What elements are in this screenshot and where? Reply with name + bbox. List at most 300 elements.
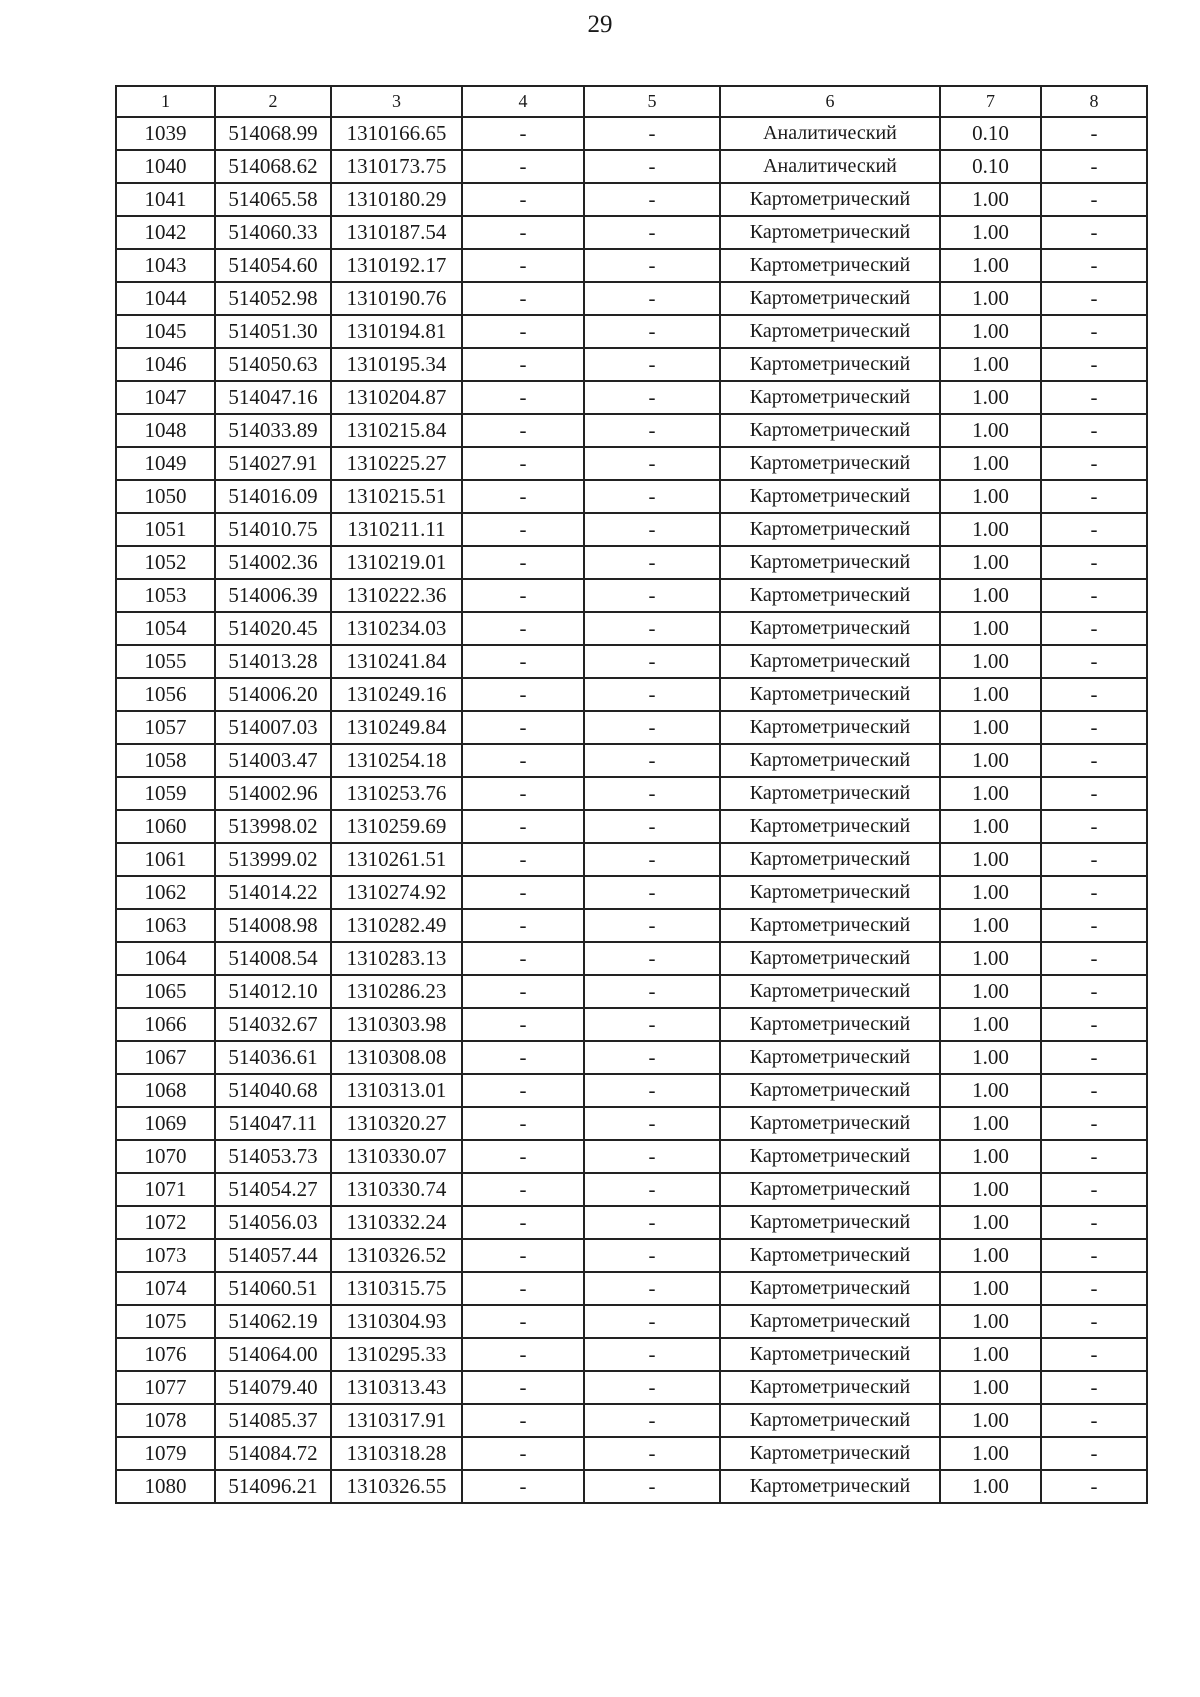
- cell-y-coordinate: 1310211.11: [331, 513, 462, 546]
- cell-col-4: -: [462, 942, 584, 975]
- table-header-row: [116, 86, 1147, 117]
- cell-point-number: 1048: [116, 414, 215, 447]
- table-row: [116, 1305, 1147, 1338]
- cell-col-8: -: [1041, 216, 1147, 249]
- cell-accuracy: 1.00: [940, 744, 1041, 777]
- cell-accuracy: 1.00: [940, 315, 1041, 348]
- cell-col-8: -: [1041, 183, 1147, 216]
- cell-point-number: 1074: [116, 1272, 215, 1305]
- cell-col-8: -: [1041, 1008, 1147, 1041]
- cell-y-coordinate: 1310286.23: [331, 975, 462, 1008]
- cell-accuracy: 1.00: [940, 249, 1041, 282]
- cell-method: Картометрический: [720, 612, 940, 645]
- cell-col-4: -: [462, 843, 584, 876]
- cell-method: Картометрический: [720, 579, 940, 612]
- table-row: [116, 843, 1147, 876]
- cell-y-coordinate: 1310204.87: [331, 381, 462, 414]
- cell-y-coordinate: 1310195.34: [331, 348, 462, 381]
- column-header-5: 5: [584, 86, 720, 117]
- table-row: [116, 579, 1147, 612]
- cell-accuracy: 1.00: [940, 1437, 1041, 1470]
- cell-y-coordinate: 1310249.16: [331, 678, 462, 711]
- cell-col-4: -: [462, 1074, 584, 1107]
- cell-point-number: 1062: [116, 876, 215, 909]
- cell-x-coordinate: 514054.60: [215, 249, 331, 282]
- cell-point-number: 1061: [116, 843, 215, 876]
- table-row: [116, 1173, 1147, 1206]
- cell-x-coordinate: 514032.67: [215, 1008, 331, 1041]
- cell-x-coordinate: 514085.37: [215, 1404, 331, 1437]
- cell-col-5: -: [584, 1173, 720, 1206]
- cell-x-coordinate: 514062.19: [215, 1305, 331, 1338]
- cell-x-coordinate: 514056.03: [215, 1206, 331, 1239]
- cell-accuracy: 1.00: [940, 810, 1041, 843]
- table-row: [116, 216, 1147, 249]
- cell-col-8: -: [1041, 414, 1147, 447]
- table-row: [116, 678, 1147, 711]
- cell-col-4: -: [462, 513, 584, 546]
- cell-col-4: -: [462, 1371, 584, 1404]
- cell-point-number: 1077: [116, 1371, 215, 1404]
- cell-method: Картометрический: [720, 1404, 940, 1437]
- cell-col-5: -: [584, 513, 720, 546]
- cell-accuracy: 1.00: [940, 579, 1041, 612]
- cell-col-5: -: [584, 975, 720, 1008]
- cell-col-5: -: [584, 1041, 720, 1074]
- cell-col-5: -: [584, 810, 720, 843]
- cell-col-4: -: [462, 678, 584, 711]
- cell-accuracy: 1.00: [940, 348, 1041, 381]
- cell-col-4: -: [462, 1140, 584, 1173]
- table-row: [116, 414, 1147, 447]
- table-row: [116, 348, 1147, 381]
- cell-method: Картометрический: [720, 876, 940, 909]
- cell-method: Картометрический: [720, 1305, 940, 1338]
- cell-accuracy: 1.00: [940, 645, 1041, 678]
- cell-method: Картометрический: [720, 480, 940, 513]
- cell-x-coordinate: 514006.20: [215, 678, 331, 711]
- table-row: [116, 381, 1147, 414]
- cell-y-coordinate: 1310173.75: [331, 150, 462, 183]
- table-row: [116, 513, 1147, 546]
- cell-accuracy: 1.00: [940, 975, 1041, 1008]
- cell-point-number: 1042: [116, 216, 215, 249]
- cell-point-number: 1059: [116, 777, 215, 810]
- cell-method: Картометрический: [720, 1371, 940, 1404]
- cell-col-4: -: [462, 150, 584, 183]
- cell-col-5: -: [584, 183, 720, 216]
- cell-col-4: -: [462, 348, 584, 381]
- cell-accuracy: 1.00: [940, 216, 1041, 249]
- cell-col-4: -: [462, 414, 584, 447]
- cell-col-4: -: [462, 579, 584, 612]
- cell-point-number: 1072: [116, 1206, 215, 1239]
- cell-col-4: -: [462, 480, 584, 513]
- cell-point-number: 1073: [116, 1239, 215, 1272]
- table-body: [116, 117, 1147, 1503]
- cell-col-5: -: [584, 876, 720, 909]
- cell-point-number: 1065: [116, 975, 215, 1008]
- cell-method: Картометрический: [720, 1107, 940, 1140]
- cell-col-4: -: [462, 1206, 584, 1239]
- cell-accuracy: 1.00: [940, 612, 1041, 645]
- cell-col-4: -: [462, 1338, 584, 1371]
- cell-accuracy: 1.00: [940, 480, 1041, 513]
- table-row: [116, 1470, 1147, 1503]
- cell-col-8: -: [1041, 1305, 1147, 1338]
- table-row: [116, 546, 1147, 579]
- cell-x-coordinate: 514068.62: [215, 150, 331, 183]
- cell-method: Картометрический: [720, 645, 940, 678]
- cell-x-coordinate: 514002.36: [215, 546, 331, 579]
- cell-point-number: 1040: [116, 150, 215, 183]
- cell-accuracy: 1.00: [940, 1173, 1041, 1206]
- cell-point-number: 1053: [116, 579, 215, 612]
- cell-y-coordinate: 1310215.51: [331, 480, 462, 513]
- cell-col-4: -: [462, 909, 584, 942]
- cell-method: Картометрический: [720, 975, 940, 1008]
- cell-x-coordinate: 514064.00: [215, 1338, 331, 1371]
- cell-point-number: 1045: [116, 315, 215, 348]
- cell-col-8: -: [1041, 1371, 1147, 1404]
- cell-method: Картометрический: [720, 1272, 940, 1305]
- cell-col-5: -: [584, 678, 720, 711]
- cell-col-4: -: [462, 1041, 584, 1074]
- cell-col-8: -: [1041, 1140, 1147, 1173]
- cell-point-number: 1052: [116, 546, 215, 579]
- cell-point-number: 1039: [116, 117, 215, 150]
- cell-x-coordinate: 514096.21: [215, 1470, 331, 1503]
- cell-col-8: -: [1041, 315, 1147, 348]
- cell-point-number: 1066: [116, 1008, 215, 1041]
- cell-col-5: -: [584, 1404, 720, 1437]
- cell-method: Картометрический: [720, 1239, 940, 1272]
- table-row: [116, 150, 1147, 183]
- cell-x-coordinate: 514068.99: [215, 117, 331, 150]
- cell-accuracy: 1.00: [940, 1371, 1041, 1404]
- cell-col-5: -: [584, 1239, 720, 1272]
- cell-point-number: 1041: [116, 183, 215, 216]
- cell-col-5: -: [584, 645, 720, 678]
- cell-point-number: 1069: [116, 1107, 215, 1140]
- cell-col-5: -: [584, 1008, 720, 1041]
- cell-x-coordinate: 514033.89: [215, 414, 331, 447]
- cell-col-5: -: [584, 579, 720, 612]
- cell-point-number: 1043: [116, 249, 215, 282]
- cell-x-coordinate: 514054.27: [215, 1173, 331, 1206]
- cell-col-8: -: [1041, 480, 1147, 513]
- cell-y-coordinate: 1310241.84: [331, 645, 462, 678]
- cell-method: Картометрический: [720, 282, 940, 315]
- cell-point-number: 1046: [116, 348, 215, 381]
- cell-col-5: -: [584, 1272, 720, 1305]
- cell-method: Картометрический: [720, 777, 940, 810]
- cell-col-5: -: [584, 1107, 720, 1140]
- cell-x-coordinate: 514016.09: [215, 480, 331, 513]
- cell-point-number: 1070: [116, 1140, 215, 1173]
- cell-col-4: -: [462, 777, 584, 810]
- cell-accuracy: 1.00: [940, 876, 1041, 909]
- cell-x-coordinate: 514052.98: [215, 282, 331, 315]
- cell-col-8: -: [1041, 711, 1147, 744]
- column-header-6: 6: [720, 86, 940, 117]
- cell-col-4: -: [462, 117, 584, 150]
- cell-accuracy: 1.00: [940, 1107, 1041, 1140]
- cell-col-8: -: [1041, 1074, 1147, 1107]
- cell-col-4: -: [462, 1008, 584, 1041]
- cell-method: Картометрический: [720, 414, 940, 447]
- cell-x-coordinate: 514003.47: [215, 744, 331, 777]
- cell-col-8: -: [1041, 282, 1147, 315]
- cell-col-4: -: [462, 381, 584, 414]
- cell-y-coordinate: 1310249.84: [331, 711, 462, 744]
- cell-col-8: -: [1041, 810, 1147, 843]
- cell-y-coordinate: 1310254.18: [331, 744, 462, 777]
- column-header-3: 3: [331, 86, 462, 117]
- table-row: [116, 711, 1147, 744]
- cell-x-coordinate: 514007.03: [215, 711, 331, 744]
- cell-col-5: -: [584, 480, 720, 513]
- cell-col-4: -: [462, 711, 584, 744]
- cell-col-8: -: [1041, 117, 1147, 150]
- table-row: [116, 1107, 1147, 1140]
- cell-point-number: 1054: [116, 612, 215, 645]
- table-row: [116, 1437, 1147, 1470]
- cell-x-coordinate: 514060.51: [215, 1272, 331, 1305]
- table-row: [116, 1206, 1147, 1239]
- cell-point-number: 1050: [116, 480, 215, 513]
- cell-point-number: 1078: [116, 1404, 215, 1437]
- cell-y-coordinate: 1310234.03: [331, 612, 462, 645]
- table-row: [116, 117, 1147, 150]
- cell-y-coordinate: 1310295.33: [331, 1338, 462, 1371]
- cell-col-5: -: [584, 315, 720, 348]
- cell-col-4: -: [462, 1272, 584, 1305]
- cell-point-number: 1047: [116, 381, 215, 414]
- cell-col-4: -: [462, 1437, 584, 1470]
- cell-col-8: -: [1041, 381, 1147, 414]
- cell-col-5: -: [584, 1338, 720, 1371]
- cell-col-5: -: [584, 1305, 720, 1338]
- cell-accuracy: 0.10: [940, 117, 1041, 150]
- cell-y-coordinate: 1310222.36: [331, 579, 462, 612]
- column-header-2: 2: [215, 86, 331, 117]
- cell-accuracy: 1.00: [940, 1404, 1041, 1437]
- table-row: [116, 1074, 1147, 1107]
- cell-method: Картометрический: [720, 744, 940, 777]
- cell-point-number: 1064: [116, 942, 215, 975]
- cell-col-8: -: [1041, 1173, 1147, 1206]
- column-header-4: 4: [462, 86, 584, 117]
- table-row: [116, 183, 1147, 216]
- cell-x-coordinate: 514012.10: [215, 975, 331, 1008]
- cell-accuracy: 1.00: [940, 414, 1041, 447]
- cell-col-8: -: [1041, 1470, 1147, 1503]
- table-row: [116, 249, 1147, 282]
- cell-y-coordinate: 1310332.24: [331, 1206, 462, 1239]
- cell-col-4: -: [462, 1470, 584, 1503]
- cell-y-coordinate: 1310313.43: [331, 1371, 462, 1404]
- cell-method: Картометрический: [720, 1074, 940, 1107]
- table-row: [116, 810, 1147, 843]
- cell-point-number: 1071: [116, 1173, 215, 1206]
- cell-accuracy: 1.00: [940, 282, 1041, 315]
- table-row: [116, 1239, 1147, 1272]
- table-row: [116, 1272, 1147, 1305]
- cell-y-coordinate: 1310187.54: [331, 216, 462, 249]
- cell-method: Картометрический: [720, 546, 940, 579]
- cell-col-5: -: [584, 447, 720, 480]
- table-row: [116, 1371, 1147, 1404]
- cell-col-4: -: [462, 645, 584, 678]
- cell-point-number: 1049: [116, 447, 215, 480]
- cell-x-coordinate: 514040.68: [215, 1074, 331, 1107]
- cell-y-coordinate: 1310190.76: [331, 282, 462, 315]
- cell-point-number: 1058: [116, 744, 215, 777]
- cell-x-coordinate: 514006.39: [215, 579, 331, 612]
- cell-accuracy: 1.00: [940, 513, 1041, 546]
- cell-y-coordinate: 1310318.28: [331, 1437, 462, 1470]
- cell-method: Картометрический: [720, 183, 940, 216]
- cell-x-coordinate: 514008.98: [215, 909, 331, 942]
- cell-col-8: -: [1041, 975, 1147, 1008]
- cell-col-5: -: [584, 348, 720, 381]
- cell-col-8: -: [1041, 1404, 1147, 1437]
- table-row: [116, 447, 1147, 480]
- cell-y-coordinate: 1310225.27: [331, 447, 462, 480]
- column-header-8: 8: [1041, 86, 1147, 117]
- cell-method: Картометрический: [720, 381, 940, 414]
- cell-method: Картометрический: [720, 843, 940, 876]
- cell-method: Картометрический: [720, 1041, 940, 1074]
- cell-y-coordinate: 1310326.55: [331, 1470, 462, 1503]
- cell-y-coordinate: 1310259.69: [331, 810, 462, 843]
- cell-accuracy: 1.00: [940, 1305, 1041, 1338]
- cell-accuracy: 1.00: [940, 942, 1041, 975]
- cell-col-5: -: [584, 777, 720, 810]
- cell-x-coordinate: 514008.54: [215, 942, 331, 975]
- cell-col-8: -: [1041, 1437, 1147, 1470]
- cell-col-5: -: [584, 282, 720, 315]
- cell-col-4: -: [462, 546, 584, 579]
- cell-point-number: 1080: [116, 1470, 215, 1503]
- cell-y-coordinate: 1310166.65: [331, 117, 462, 150]
- cell-y-coordinate: 1310274.92: [331, 876, 462, 909]
- cell-y-coordinate: 1310313.01: [331, 1074, 462, 1107]
- table-row: [116, 1338, 1147, 1371]
- cell-y-coordinate: 1310282.49: [331, 909, 462, 942]
- cell-method: Картометрический: [720, 909, 940, 942]
- cell-col-5: -: [584, 909, 720, 942]
- table-row: [116, 942, 1147, 975]
- cell-y-coordinate: 1310317.91: [331, 1404, 462, 1437]
- cell-col-8: -: [1041, 1206, 1147, 1239]
- cell-accuracy: 1.00: [940, 1008, 1041, 1041]
- table-row: [116, 744, 1147, 777]
- cell-col-8: -: [1041, 348, 1147, 381]
- page-number: 29: [587, 11, 613, 38]
- table-row: [116, 612, 1147, 645]
- cell-col-5: -: [584, 1470, 720, 1503]
- cell-accuracy: 1.00: [940, 777, 1041, 810]
- cell-accuracy: 1.00: [940, 1470, 1041, 1503]
- cell-x-coordinate: 514065.58: [215, 183, 331, 216]
- cell-y-coordinate: 1310320.27: [331, 1107, 462, 1140]
- cell-x-coordinate: 514010.75: [215, 513, 331, 546]
- cell-col-8: -: [1041, 150, 1147, 183]
- cell-col-5: -: [584, 414, 720, 447]
- table-row: [116, 909, 1147, 942]
- table-row: [116, 1404, 1147, 1437]
- cell-method: Аналитический: [720, 150, 940, 183]
- cell-col-4: -: [462, 1239, 584, 1272]
- cell-col-8: -: [1041, 1338, 1147, 1371]
- cell-method: Картометрический: [720, 348, 940, 381]
- cell-point-number: 1051: [116, 513, 215, 546]
- table-row: [116, 975, 1147, 1008]
- cell-col-8: -: [1041, 1107, 1147, 1140]
- cell-col-5: -: [584, 843, 720, 876]
- cell-x-coordinate: 514051.30: [215, 315, 331, 348]
- cell-col-8: -: [1041, 645, 1147, 678]
- cell-x-coordinate: 514057.44: [215, 1239, 331, 1272]
- cell-col-4: -: [462, 447, 584, 480]
- cell-col-5: -: [584, 1206, 720, 1239]
- cell-x-coordinate: 514047.16: [215, 381, 331, 414]
- cell-method: Картометрический: [720, 447, 940, 480]
- cell-x-coordinate: 514036.61: [215, 1041, 331, 1074]
- cell-col-8: -: [1041, 942, 1147, 975]
- cell-col-4: -: [462, 216, 584, 249]
- cell-col-8: -: [1041, 612, 1147, 645]
- cell-col-8: -: [1041, 1239, 1147, 1272]
- cell-col-5: -: [584, 1140, 720, 1173]
- cell-col-4: -: [462, 876, 584, 909]
- cell-col-8: -: [1041, 513, 1147, 546]
- cell-col-8: -: [1041, 843, 1147, 876]
- cell-accuracy: 1.00: [940, 1338, 1041, 1371]
- cell-col-4: -: [462, 315, 584, 348]
- cell-accuracy: 1.00: [940, 1239, 1041, 1272]
- table-row: [116, 1008, 1147, 1041]
- cell-method: Картометрический: [720, 1437, 940, 1470]
- cell-y-coordinate: 1310253.76: [331, 777, 462, 810]
- cell-accuracy: 1.00: [940, 678, 1041, 711]
- table-row: [116, 876, 1147, 909]
- cell-method: Картометрический: [720, 315, 940, 348]
- cell-col-4: -: [462, 810, 584, 843]
- column-header-1: 1: [116, 86, 215, 117]
- cell-method: Картометрический: [720, 1008, 940, 1041]
- cell-col-8: -: [1041, 546, 1147, 579]
- cell-col-4: -: [462, 975, 584, 1008]
- cell-point-number: 1060: [116, 810, 215, 843]
- cell-col-5: -: [584, 117, 720, 150]
- cell-accuracy: 1.00: [940, 1272, 1041, 1305]
- cell-y-coordinate: 1310304.93: [331, 1305, 462, 1338]
- cell-col-5: -: [584, 216, 720, 249]
- cell-col-5: -: [584, 1074, 720, 1107]
- cell-y-coordinate: 1310315.75: [331, 1272, 462, 1305]
- cell-accuracy: 1.00: [940, 843, 1041, 876]
- cell-col-5: -: [584, 150, 720, 183]
- cell-method: Картометрический: [720, 678, 940, 711]
- cell-point-number: 1067: [116, 1041, 215, 1074]
- cell-method: Картометрический: [720, 513, 940, 546]
- cell-point-number: 1044: [116, 282, 215, 315]
- cell-accuracy: 1.00: [940, 546, 1041, 579]
- cell-col-4: -: [462, 1173, 584, 1206]
